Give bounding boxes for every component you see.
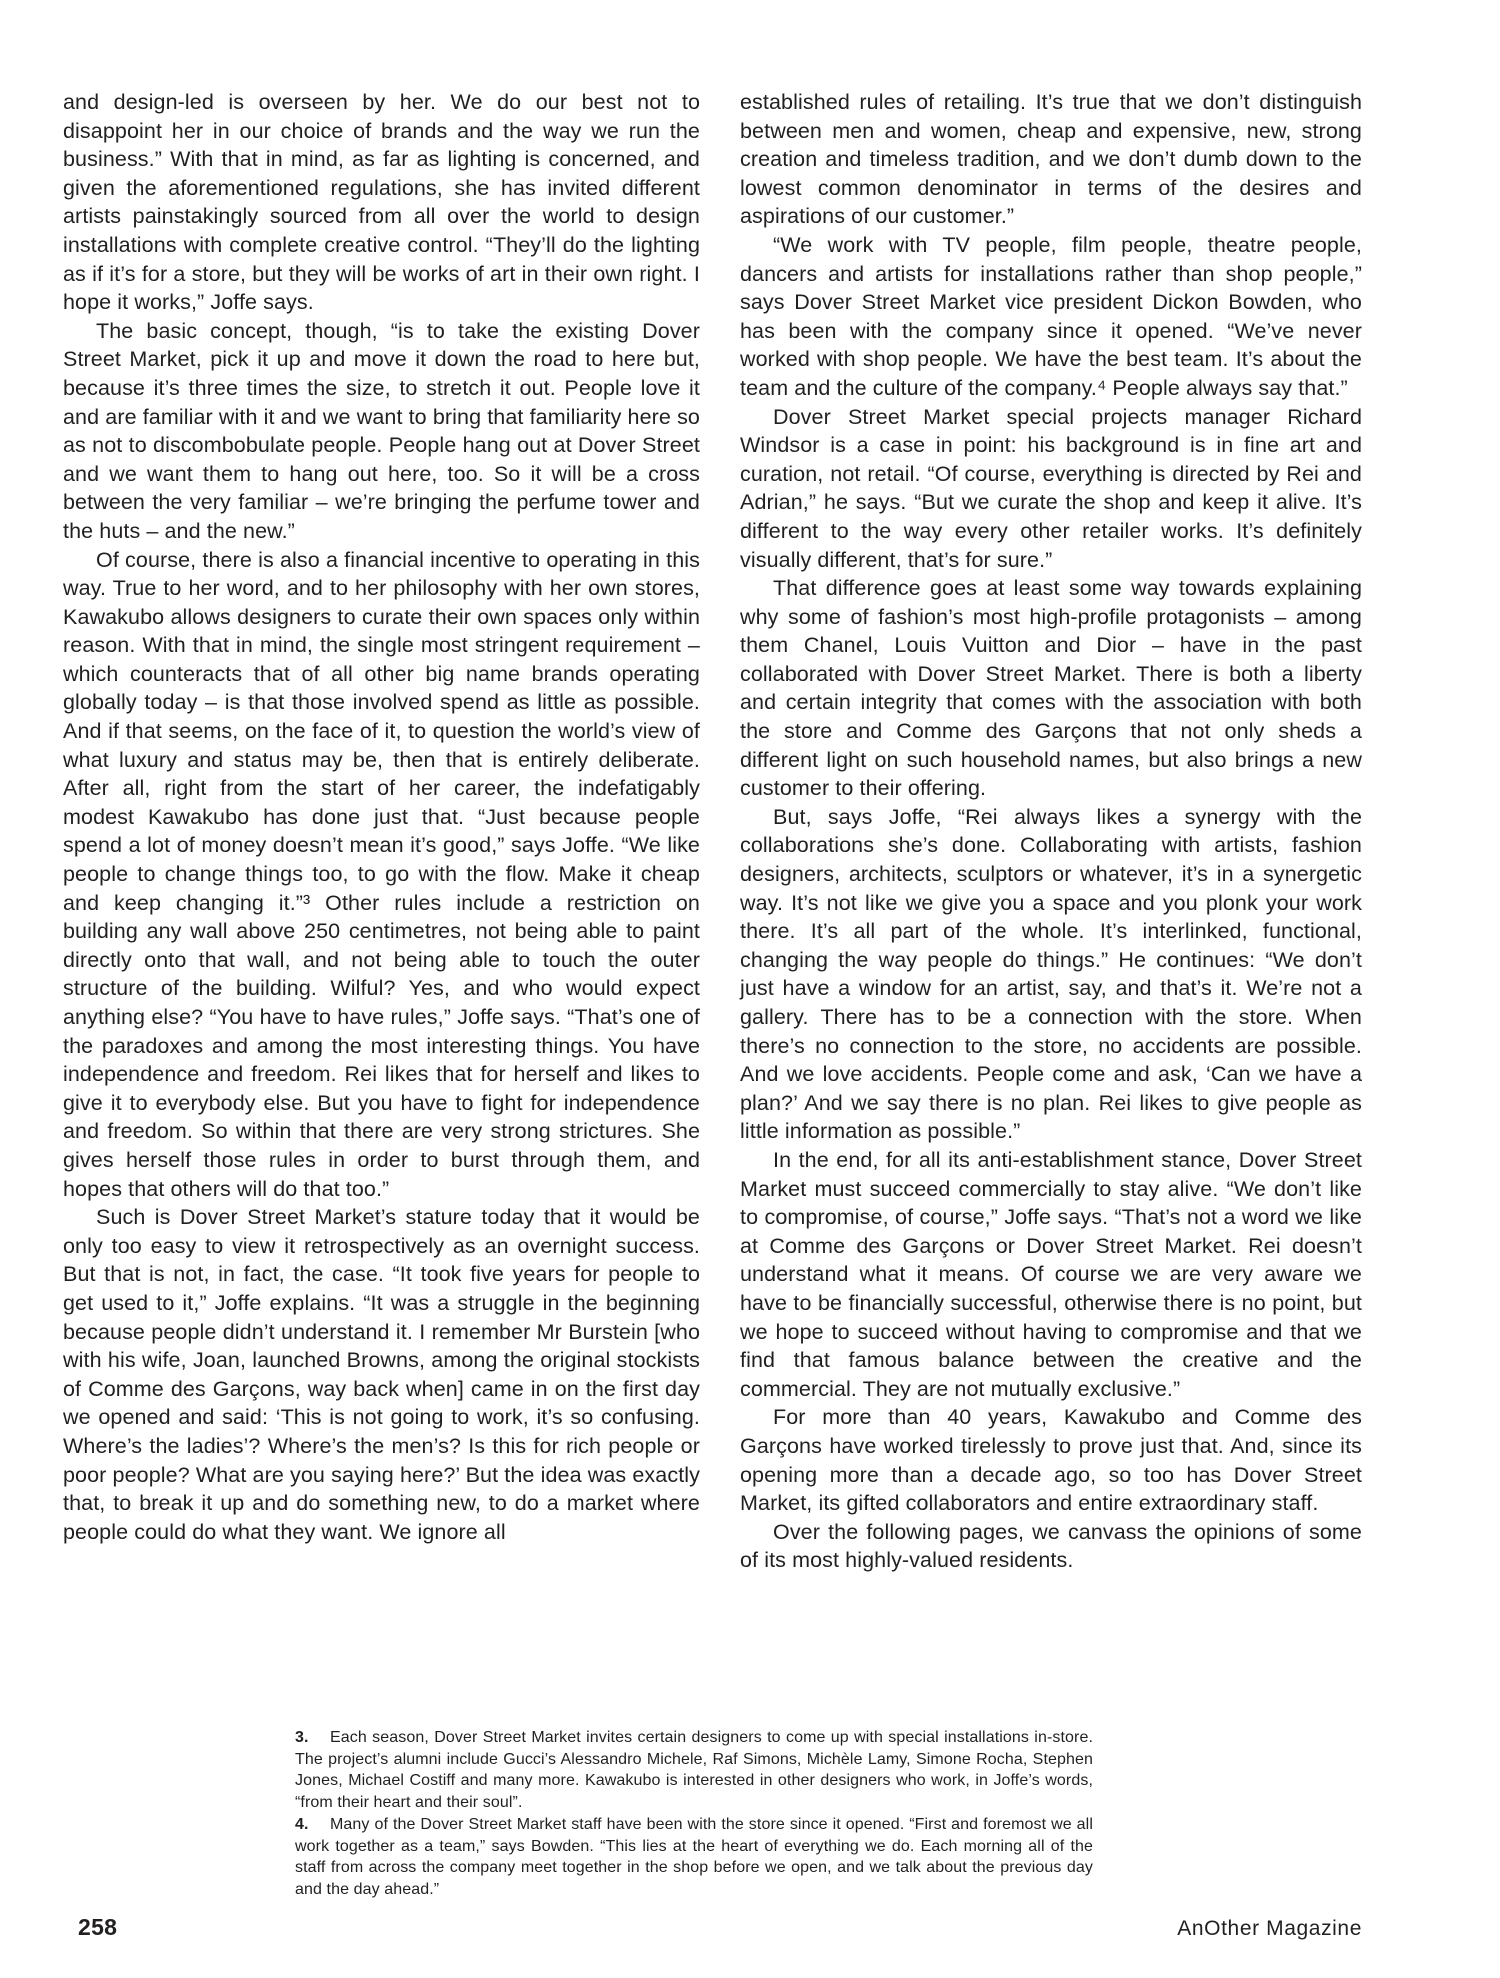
article-paragraph: Such is Dover Street Market’s stature today that it would be only too easy to view it retrospectively as an overnight success. But that is not, in fact, the case. “It took five years for people to get used to it,” Joffe explains. “It was a struggle in the beginning because people didn’t understand it. I remember Mr Burstein [who with his wife, Joan, launched Browns, among the original stockists of Comme des Garçons, way back when] came in on the first day we opened and said: ‘This is not going to work, it’s so confusing. Where’s the ladies’? Where’s the men’s? Is this for rich people or poor people? What are you saying here?’ But the idea was exactly that, to break it up and do something new, to do a market where people could do what they want. We ignore all — [63, 1205, 700, 1544]
footnote-text: Many of the Dover Street Market staff have been with the store since it opened. “First and foremost we all work together as a team,” says Bowden. “This lies at the heart of everything we do. Each morning all of the staff from across the company meet together in the shop before we open, and we talk about the previous day and the day ahead.” — [295, 1815, 1093, 1898]
article-paragraph: Of course, there is also a financial incentive to operating in this way. True to her word, and to her philosophy with her own stores, Kawakubo allows designers to curate their own spaces only within reason. With that in mind, the single most stringent requirement – which counteracts that of all other big name brands operating globally today – is that those involved spend as little as possible. And if that seems, on the face of it, to question the world’s view of what luxury and status may be, then that is entirely deliberate. After all, right from the start of her career, the indefatigably modest Kawakubo has done just that. “Just because people spend a lot of money doesn’t mean it’s good,” says Joffe. “We like people to change things too, to go with the flow. Make it cheap and keep changing it.”³ Other rules include a restriction on building any wall above 250 centimetres, not being able to paint directly onto that wall, and not being able to touch the outer structure of the building. Wilful? Yes, and who would expect anything else? “You have to have rules,” Joffe says. “That’s one of the paradoxes and among the most interesting things. You have independence and freedom. Rei likes that for herself and likes to give it to everybody else. But you have to fight for independence and freedom. So within that there are very strong strictures. She gives herself those rules in order to burst through them, and hopes that others will do that too.” — [63, 547, 700, 1201]
article-paragraph: For more than 40 years, Kawakubo and Comme des Garçons have worked tirelessly to prove just that. And, since its opening more than a decade ago, so too has Dover Street Market, its gifted collaborators and entire extraordinary staff. — [740, 1405, 1362, 1516]
article-paragraph: In the end, for all its anti-establishment stance, Dover Street Market must succeed commercially to stay alive. “We don’t like to compromise, of course,” Joffe says. “That’s not a word we like at Comme des Garçons or Dover Street Market. Rei doesn’t understand what it means. Of course we are very aware we have to be financially successful, otherwise there is no point, but we hope to succeed without having to compromise and that we find that famous balance between the creative and the commercial. They are not mutually exclusive.” — [740, 1147, 1362, 1401]
article-column-left — [63, 88, 700, 1546]
article-paragraph: That difference goes at least some way towards explaining why some of fashion’s most high-profile protagonists – among them Chanel, Louis Vuitton and Dior – have in the past collaborated with Dover Street Market. There is both a liberty and certain integrity that comes with the association with both the store and Comme des Garçons that not only sheds a different light on such household names, but also brings a new customer to their offering. — [740, 576, 1362, 801]
footnote-number: 3. — [295, 1729, 309, 1746]
page-number: 258 — [78, 1914, 118, 1940]
article-body — [63, 88, 1362, 1575]
footnote — [295, 1814, 1093, 1901]
footnote-number: 4. — [295, 1815, 309, 1833]
magazine-name: AnOther Magazine — [1177, 1917, 1362, 1940]
footnote — [295, 1727, 1093, 1814]
article-paragraph: “We work with TV people, film people, theatre people, dancers and artists for installations rather than shop people,” says Dover Street Market vice president Dickon Bowden, who has been with the company since it opened. “We’ve never worked with shop people. We have the best team. It’s about the team and the culture of the company.⁴ People always say that.” — [740, 232, 1362, 400]
article-paragraph: The basic concept, though, “is to take the existing Dover Street Market, pick it up and move it down the road to here but, because it’s three times the size, to stretch it out. People love it and are familiar with it and we want to bring that familiarity here so as not to discombobulate people. People hang out at Dover Street and we want them to hang out here, too. So it will be a cross between the very familiar – we’re bringing the perfume tower and the huts – and the new.” — [63, 318, 700, 543]
footnote-text: Each season, Dover Street Market invites certain designers to come up with special installations in-store. The project’s alumni include Gucci’s Alessandro Michele, Raf Simons, Michèle Lamy, Simone Rocha, Stephen Jones, Michael Costiff and many more. Kawakubo is interested in other designers who work, in Joffe’s words, “from their heart and their soul”. — [295, 1729, 1093, 1812]
article-paragraph: Dover Street Market special projects manager Richard Windsor is a case in point: his background is in fine art and curation, not retail. “Of course, everything is directed by Rei and Adrian,” he says. “But we curate the shop and keep it alive. It’s different to the way every other retailer works. It’s definitely visually different, that’s for sure.” — [740, 404, 1362, 572]
article-paragraph: But, says Joffe, “Rei always likes a synergy with the collaborations she’s done. Collaborating with artists, fashion designers, architects, sculptors or whatever, it’s in a synergetic way. It’s not like we give you a space and you plonk your work there. It’s all part of the whole. It’s interlinked, functional, changing the way people do things.” He continues: “We don’t just have a window for an artist, say, and that’s it. We’re not a gallery. There has to be a connection with the store. When there’s no connection to the store, no accidents are possible. And we love accidents. People come and ask, ‘Can we have a plan?’ And we say there is no plan. Rei likes to give people as little information as possible.” — [740, 804, 1362, 1144]
article-paragraph: Over the following pages, we canvass the opinions of some of its most highly-valued residents. — [740, 1519, 1362, 1573]
article-paragraph: established rules of retailing. It’s true that we don’t distinguish between men and women, cheap and expensive, new, strong creation and timeless tradition, and we don’t dumb down to the lowest common denominator in terms of the desires and aspirations of our customer.” — [740, 90, 1362, 229]
footnotes-section — [295, 1727, 1093, 1901]
article-column-right — [740, 88, 1362, 1575]
article-paragraph: and design-led is overseen by her. We do our best not to disappoint her in our choice of brands and the way we run the business.” With that in mind, as far as lighting is concerned, and given the aforementioned regulations, she has invited different artists painstakingly sourced from all over the world to design installations with complete creative control. “They’ll do the lighting as if it’s for a store, but they will be works of art in their own right. I hope it works,” Joffe says. — [63, 90, 700, 315]
